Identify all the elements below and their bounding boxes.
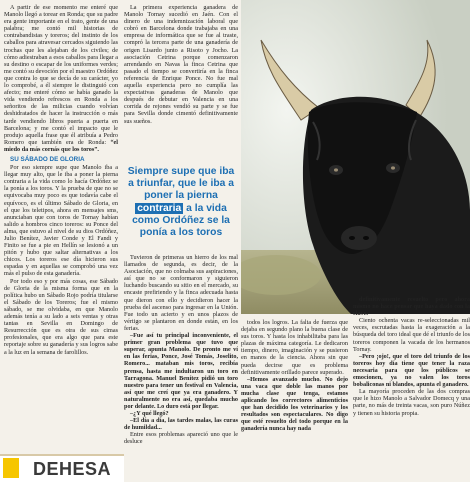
paragraph-bold: –Fue así tu principal inconveniente, el primer gran problema que tuvo que superar, apunta Manolo. De pronto me ví en las ferias, Ponce, José Tomás, Joselito, Romero... mataban mis toros, recibía prensa, hasta me indultaron un toro en Tarragona. Manuel Benítez pidió un toro nuestro para tener un festival en Valencia, así que me creí que ya era ganadero. Y naturalmente no era así, quedaba mucho por delante. Lo duro está por llegar. [124, 332, 238, 410]
pull-quote-text: a la vida [186, 202, 227, 214]
paragraph-bold: definitivamente resuelto pero ahora mismo no hace pensar que haya dado con la clave. [353, 296, 470, 318]
bull-illustration [241, 0, 470, 314]
pull-quote-highlight: contraria [137, 202, 182, 214]
pull-quote-line [122, 203, 240, 215]
article-column-1 [4, 4, 118, 456]
pull-quote-line: a triunfar, que le iba a [128, 178, 234, 190]
paragraph-bold: –¿Y qué llegó? [130, 410, 169, 418]
paragraph: Tuvieron de primeras un hierro de los mal llamados de segunda, es decir, de la Asociación, que no colmaba sus aspiraciones, así que no se conformaron y siguieron luchando buscando su sitio en el mercado, su encaste prefiriendo y la finca adecuada hasta que dieron con ello y decidieron hacer la prueba del ascenso para ingresar en la Unión. Fue todo un acierto y en unos plazos de vértigo se plantaron en donde están, en los ferias. [124, 254, 238, 332]
paragraph-text: A partir de ese momento me enteré que Manolo llegó a torear en Ronda; que su padre era gente importante en el trato, gente de una palabra; me contó mil historias de contrabandistas y toreros; del instinto de los caballos para atravesar cercados siguiendo las trochas que les alejaban de los civiles; de cómo adiestraban a esos caballos para llegar a su destino o escapar de los uniformes verdes; me contó su devoción por el maestro Ordóñez que contra lo que se decía de su carácter, yo lo comprobé, a él siempre le distinguió con afecto; me enteré cómo se había ganado la vida vendiendo refrescos en Ronda a los señoritos de las milicias cuando volvían deshidratados de hacer la instrucción o más tarde vendiendo libros puerta a puerta en Barcelona; y me contó el impacto que le produjo aquella frase que él atribuía a Pedro Romero que también era de Ronda: [4, 4, 118, 146]
article-column-2-top [124, 4, 238, 164]
paragraph: La mayoría proceden de las dos compras que le hizo Manolo a Salvador Domecq y una parte, no más de treinta vacas, son puro Núñez y tienen su historia propia. [353, 388, 470, 417]
magazine-logo: DEHESA [33, 459, 112, 479]
paragraph-bold: –Hemos avanzado mucho. No dejo una vaca que doble las manos por mucha clase que tenga, estamos aplicando los correctores alimenticios que han decidido los veterinarios y los resultados son espectaculares. No digo que esté resuelto del todo porque en la ganadería nunca hay nada [241, 375, 348, 433]
pull-quote-line: Siempre supe que iba [127, 166, 235, 177]
pull-quote-line: ponía a los toros [139, 227, 223, 239]
footer-strip [0, 454, 124, 482]
article-column-4 [353, 296, 470, 477]
pull-quote-line: como Ordóñez se la [132, 214, 230, 226]
bull-photo [241, 0, 470, 314]
article-column-2-bottom [124, 254, 238, 476]
paragraph: Entre esos problemas apareció uno que le desluce [124, 431, 238, 446]
paragraph: Ciento ochenta vacas re-seleccionadas mil veces, escrutadas hasta la exageración a la búsqueda del toro ideal que dé el triunfo de los toreros componen la vacada de los hermanos Tornay. [353, 317, 470, 353]
paragraph-bold: –Pero ¡ojo!, que el toro del triunfo de los toreros hoy día tiene que tener la raza necesaria para que los públicos se emocionen, ya no valen los toros bobaliconas ni blandos, apunta el ganadero. [353, 352, 470, 389]
paragraph: Por todo eso y por más cosas, ese Sábado de Gloria de la misma forma que en la política hubo un Sábado Rojo podría titularse el Sábado de los Toreros; fue el mismo sábado, se me olvidaba, en que Manolo además tenía a su lado a seis ventas y otras tantas en Sevilla en Domingo de Resurrección que es otra de sus cimas profesionales, que era algo que para este reportaje sobre su ganadería y sus logros sabe a la luz en la semana de farolillos. [4, 277, 118, 356]
paragraph: La primera experiencia ganadera de Manolo Tornay sucedió en Jaén. Con el dinero de una indemnización laboral que cobró en Barcelona donde trabajaba en una empresa de informática que se fue al traste, compró la tercera parte de una ganadería de origen Lisardo junto a Risoto y Jocho. La asociación Cetrina porque comenzaron arrendando en Navas la finca Cetrina que pasado el tiempo se convertiría en la finca referencia de Enrique Ponce. No fue mal aquella experiencia pero no cumplía las expectativas ganaderas de Manolo que después de debutar en Valencia en una corrida de rejones vendió su parte y se fue para Sevilla donde cimentó definitivamente sus sueños. [124, 4, 238, 125]
paragraph [4, 4, 118, 153]
paragraph-bold: –El día a día, las tardes malas, las curas de humildad... [124, 417, 238, 432]
footer-color-block [3, 458, 19, 478]
paragraph: todos los logros. La falta de fuerza que dejaba en segundo plano la buena clase de sus toros. Y hasta los inhabilitaba para las plazas de máxima categoría. Le dedicaron tiempo, dinero, imaginación y se pusieron en manos de la ciencia. Ahora sin que pueda decirse que es problema definitivamente orillado parece superado. [241, 319, 348, 376]
quote-text: “el miedo da más cornás que los toros”. [4, 138, 118, 153]
article-column-3 [241, 319, 348, 477]
section-subheading: SU SÁBADO DE GLORIA [10, 155, 85, 163]
paragraph: Por eso siempre supe que Manolo iba a llegar muy alto, que le iba a poner la pierna contraria a la vida como lo hacía Ordóñez se la ponía a los toros. Y la prueba de que no se equivocaba muy poco es que todavía cabe el equívoco, es el último Sábado de Gloria, en el que los teletipos, ahora en mensajes sms, anunciaban que con toros de Tornay habían salido a hombros cinco toreros: su Ponce del alma, que estuvo al nivel de su dios Ordóñez, Julio Benítez, Javier Conde y El Fandi y Finito se fue a pie en Hellín se lesionó a un pitón y hubo que saltar alternativas a los chicos. Los toreros ese día hicieron sus espadas y en aquellas se comprobó una vez más el pulso de esta ganadería. [4, 164, 118, 278]
pull-quote [122, 166, 240, 252]
pull-quote-line: poner la pierna [144, 190, 218, 202]
